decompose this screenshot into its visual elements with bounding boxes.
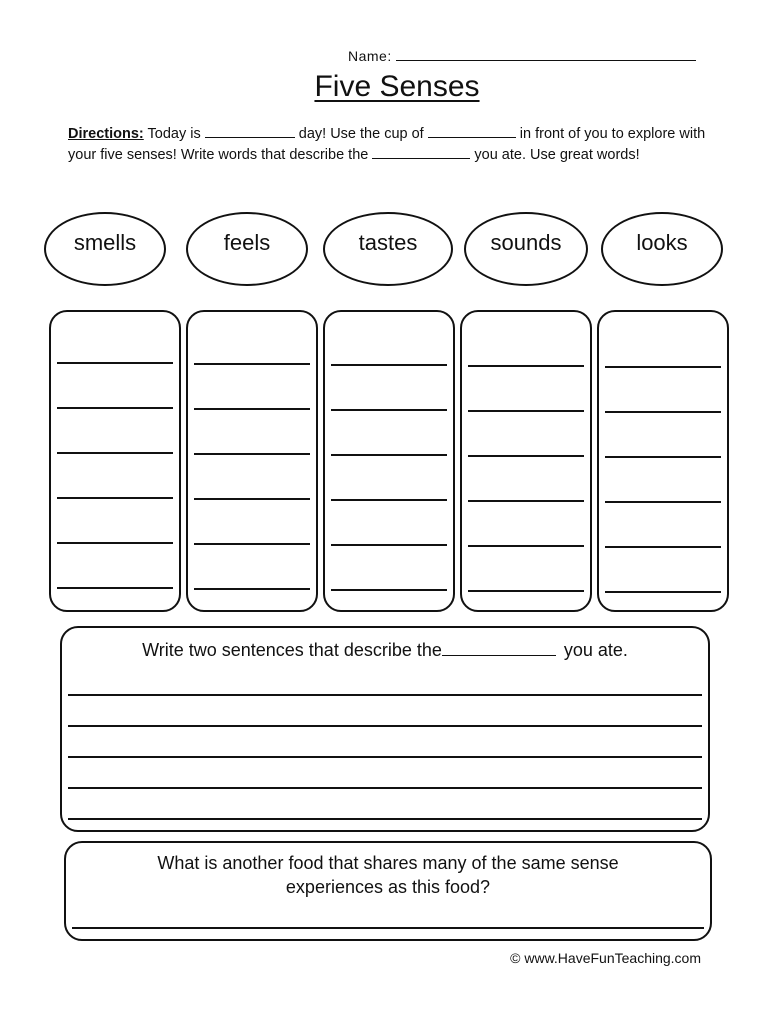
directions-label: Directions: (68, 126, 144, 142)
write-line[interactable] (194, 363, 310, 365)
sense-oval-sounds (464, 212, 588, 286)
sense-label: tastes (358, 230, 418, 255)
word-box-looks (597, 310, 729, 612)
write-line[interactable] (605, 501, 721, 503)
directions-text-4: you ate. Use great words! (470, 147, 640, 163)
write-line[interactable] (468, 545, 584, 547)
sentence-box (60, 626, 710, 832)
write-line[interactable] (57, 497, 173, 499)
sentence-prompt-after: you ate. (563, 640, 628, 660)
sentence-prompt (62, 640, 708, 661)
write-line[interactable] (68, 725, 702, 727)
name-input-blank[interactable] (396, 46, 696, 61)
word-box-smells (49, 310, 181, 612)
write-line[interactable] (468, 590, 584, 592)
food-eaten-blank[interactable] (372, 146, 470, 159)
write-line[interactable] (57, 542, 173, 544)
write-line[interactable] (194, 543, 310, 545)
write-line[interactable] (468, 455, 584, 457)
write-line[interactable] (68, 818, 702, 820)
write-line[interactable] (468, 500, 584, 502)
write-line[interactable] (331, 364, 447, 366)
write-line[interactable] (194, 453, 310, 455)
write-line[interactable] (605, 546, 721, 548)
write-line[interactable] (468, 365, 584, 367)
sentence-food-blank[interactable] (442, 641, 556, 656)
word-box-tastes (323, 310, 455, 612)
question-line-2: experiences as this food? (285, 877, 491, 897)
write-line[interactable] (68, 756, 702, 758)
question-text (66, 851, 710, 899)
sense-label: looks (636, 230, 688, 255)
directions-text-2: day! Use the cup of (294, 126, 428, 142)
write-line[interactable] (331, 499, 447, 501)
directions-text-3: in front of you to explore with your five senses! Write words that describe the (68, 126, 706, 163)
write-line[interactable] (194, 588, 310, 590)
directions-text-1: Today is (143, 126, 205, 142)
copyright-footer: © www.HaveFunTeaching.com (510, 950, 701, 966)
write-line[interactable] (331, 544, 447, 546)
sense-label: feels (223, 230, 271, 255)
sense-oval-looks (601, 212, 723, 286)
write-line[interactable] (331, 454, 447, 456)
write-line[interactable] (68, 787, 702, 789)
word-box-sounds (460, 310, 592, 612)
write-line[interactable] (57, 587, 173, 589)
sentence-prompt-before: Write two sentences that describe the (142, 640, 442, 660)
name-label: Name: (348, 48, 392, 64)
question-box (64, 841, 712, 941)
write-line[interactable] (57, 452, 173, 454)
write-line[interactable] (605, 366, 721, 368)
question-line-1: What is another food that shares many of the same sense (157, 853, 619, 873)
write-line[interactable] (331, 409, 447, 411)
name-field-row (348, 46, 696, 64)
sense-label: smells (73, 230, 137, 255)
write-line[interactable] (468, 410, 584, 412)
write-line[interactable] (57, 407, 173, 409)
write-line[interactable] (605, 591, 721, 593)
write-line[interactable] (68, 694, 702, 696)
write-line[interactable] (331, 589, 447, 591)
write-line[interactable] (57, 362, 173, 364)
write-line[interactable] (194, 498, 310, 500)
sense-oval-tastes (323, 212, 453, 286)
page-title: Five Senses (314, 70, 480, 103)
day-blank[interactable] (205, 125, 295, 138)
sense-oval-smells (44, 212, 166, 286)
directions-paragraph (68, 124, 708, 166)
food-cup-blank[interactable] (428, 125, 516, 138)
word-box-feels (186, 310, 318, 612)
sense-label: sounds (490, 230, 562, 255)
write-line[interactable] (605, 411, 721, 413)
write-line[interactable] (72, 927, 704, 929)
write-line[interactable] (194, 408, 310, 410)
sense-oval-feels (186, 212, 308, 286)
write-line[interactable] (605, 456, 721, 458)
